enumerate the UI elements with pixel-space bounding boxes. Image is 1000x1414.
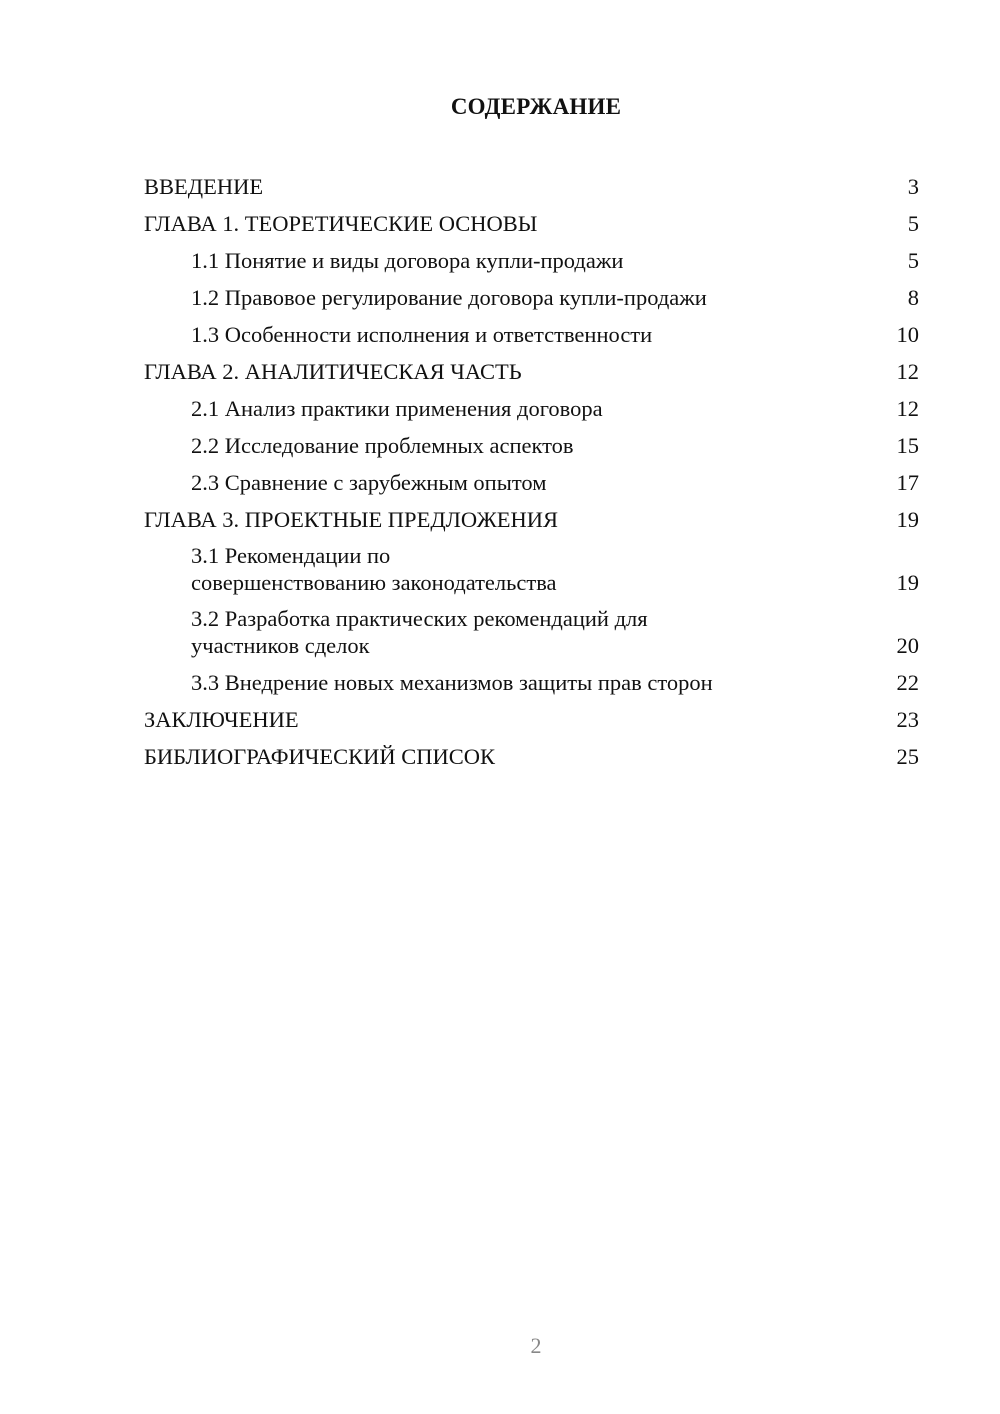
toc-entry-chapter-2[interactable] bbox=[144, 353, 919, 390]
toc-entry-chapter-1[interactable] bbox=[144, 205, 919, 242]
toc-entry-title: 1.3 Особенности исполнения и ответственности bbox=[191, 322, 653, 347]
toc-entry-page: 25 bbox=[896, 744, 919, 769]
toc-entry-title: 2.3 Сравнение с зарубежным опытом bbox=[191, 470, 547, 495]
toc-entry-title: ГЛАВА 1. ТЕОРЕТИЧЕСКИЕ ОСНОВЫ bbox=[144, 211, 538, 236]
toc-entry-title: ЗАКЛЮЧЕНИЕ bbox=[144, 707, 299, 732]
toc-entry-section-1-1[interactable] bbox=[144, 242, 919, 279]
toc-entry-page: 15 bbox=[896, 433, 919, 458]
toc-entry-section-3-3[interactable] bbox=[144, 664, 919, 701]
page-number: 2 bbox=[530, 1333, 542, 1358]
toc-entry-chapter-3[interactable] bbox=[144, 501, 919, 538]
toc-entry-title: ВВЕДЕНИЕ bbox=[144, 174, 264, 199]
toc-entry-page: 23 bbox=[896, 707, 919, 732]
toc-entry-page: 5 bbox=[907, 248, 919, 273]
toc-entry-page: 19 bbox=[896, 570, 919, 595]
toc-entry-title: 2.2 Исследование проблемных аспектов bbox=[191, 433, 574, 458]
toc-entry-page: 8 bbox=[907, 285, 919, 310]
toc-entry-title: 1.1 Понятие и виды договора купли-продажи bbox=[191, 248, 624, 273]
toc-entry-title: 3.2 Разработка практических рекомендаций для участников сделок bbox=[191, 606, 648, 658]
toc-entry-title: 2.1 Анализ практики применения договора bbox=[191, 396, 603, 421]
toc-entry-section-2-3[interactable] bbox=[144, 464, 919, 501]
toc-entry-page: 5 bbox=[907, 211, 919, 236]
toc-entry-introduction[interactable] bbox=[144, 168, 919, 205]
toc-entry-title: 3.3 Внедрение новых механизмов защиты прав сторон bbox=[191, 670, 713, 695]
toc-entry-title: ГЛАВА 3. ПРОЕКТНЫЕ ПРЕДЛОЖЕНИЯ bbox=[144, 507, 559, 532]
toc-entry-page: 17 bbox=[896, 470, 919, 495]
toc-entry-section-2-1[interactable] bbox=[144, 390, 919, 427]
toc-entry-section-1-2[interactable] bbox=[144, 279, 919, 316]
toc-entry-page: 20 bbox=[896, 633, 919, 658]
toc-entry-page: 10 bbox=[896, 322, 919, 347]
toc-entry-section-2-2[interactable] bbox=[144, 427, 919, 464]
toc-entry-title: БИБЛИОГРАФИЧЕСКИЙ СПИСОК bbox=[144, 744, 496, 769]
toc-entry-title: ГЛАВА 2. АНАЛИТИЧЕСКАЯ ЧАСТЬ bbox=[144, 359, 522, 384]
toc-entry-bibliography[interactable] bbox=[144, 738, 919, 775]
toc-entry-page: 12 bbox=[896, 359, 919, 384]
toc-entry-page: 3 bbox=[907, 174, 919, 199]
toc-entry-page: 12 bbox=[896, 396, 919, 421]
toc-entry-section-1-3[interactable] bbox=[144, 316, 919, 353]
table-of-contents bbox=[144, 168, 919, 775]
toc-entry-page: 19 bbox=[896, 507, 919, 532]
page-title: СОДЕРЖАНИЕ bbox=[450, 94, 622, 119]
toc-entry-section-3-2[interactable] bbox=[144, 601, 919, 664]
toc-entry-section-3-1[interactable] bbox=[144, 538, 919, 601]
toc-entry-title: 1.2 Правовое регулирование договора купли-продажи bbox=[191, 285, 707, 310]
toc-entry-page: 22 bbox=[896, 670, 919, 695]
toc-entry-conclusion[interactable] bbox=[144, 701, 919, 738]
toc-entry-title: 3.1 Рекомендации по совершенствованию законодательства bbox=[191, 543, 557, 595]
